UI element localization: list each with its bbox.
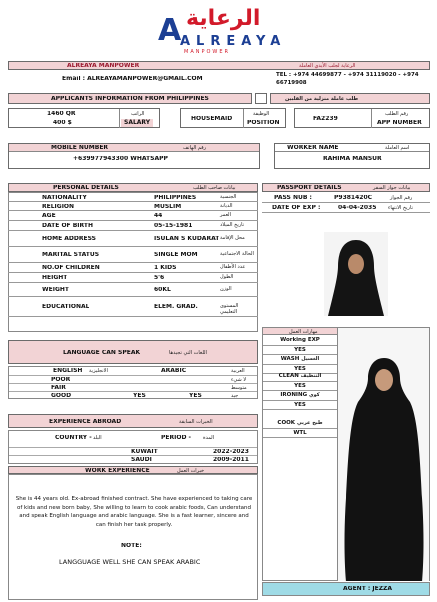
personal-row-label: AGE	[42, 213, 56, 219]
skill-label-ar: كوي	[309, 392, 320, 398]
personal-row	[8, 273, 258, 283]
skill-label-ar: التنظيف	[300, 373, 322, 379]
personal-row-label: EDUCATIONAL	[42, 304, 90, 310]
worker-full-body-photo	[338, 327, 430, 581]
personal-row-label: DATE OF BIRTH	[42, 223, 93, 229]
passport-header	[262, 183, 430, 192]
experience-country: SAUDI	[131, 457, 152, 463]
skill-label-ar: طبخ عربي	[297, 420, 323, 426]
personal-row-label-ar: الوزن	[220, 286, 232, 292]
language-level-english: YES	[133, 393, 146, 399]
personal-row	[8, 247, 258, 263]
language-level-row	[9, 375, 257, 383]
personal-row-label-ar: الحالة الاجتماعية	[220, 251, 254, 257]
salary-usd: 400 $	[53, 120, 72, 126]
experience-country: KUWAIT	[131, 449, 158, 455]
languages-title: LANGUAGE CAN SPEAK	[63, 350, 141, 356]
personal-row	[8, 263, 258, 273]
mobile-value: +639977943300 WHATSAPP	[73, 156, 168, 162]
personal-row	[8, 231, 258, 247]
personal-row-label: HEIGHT	[42, 275, 68, 281]
personal-row-value: 1 KIDS	[154, 265, 177, 271]
skill-label-text: IRONING	[280, 392, 308, 398]
agent-bar	[262, 582, 430, 596]
passport-number-row	[262, 194, 430, 203]
language-level-row	[9, 383, 257, 391]
languages-table	[8, 366, 258, 399]
app-number-label-ar: رقم الطلب	[385, 111, 409, 117]
personal-row-label-ar: المستوى التعليمي	[220, 303, 239, 315]
language-level-row	[9, 391, 257, 399]
pass-value: P9381420C	[334, 195, 373, 201]
personal-row-value: ISULAN S KUDARAT	[154, 236, 220, 242]
passport-exp-row	[262, 204, 430, 213]
applicants-header-ar	[270, 93, 430, 104]
work-experience-header	[8, 466, 258, 474]
logo-latin: ALREAYA	[180, 34, 287, 49]
experience-header	[8, 414, 258, 428]
company-logo	[158, 6, 287, 56]
agent-label: AGENT : JEZZA	[343, 586, 393, 592]
skill-label-text: CLEAN	[278, 373, 299, 379]
passport-title-ar: بيانات جواز السفر	[373, 185, 411, 191]
applicants-checkbox	[255, 93, 267, 104]
skill-label-text: Working EXP	[280, 337, 320, 343]
mobile-label: MOBILE NUMBER	[51, 145, 109, 151]
personal-title: PERSONAL DETAILS	[53, 185, 119, 191]
skill-label-text: COOK	[277, 420, 296, 426]
language-level-arabic: YES	[189, 393, 202, 399]
languages-header	[8, 340, 258, 364]
personal-row-label: HOME ADDRESS	[42, 236, 96, 242]
skill-value: WTL	[262, 430, 338, 438]
worker-box	[274, 143, 430, 169]
app-number-value: FA2239	[313, 116, 338, 122]
personal-row-label: WEIGHT	[42, 287, 69, 293]
exp-label-ar: تاريخ الانتهاء	[388, 205, 413, 211]
personal-row-label-ar: الديانة	[220, 202, 233, 209]
personal-row-label: NO.OF CHILDREN	[42, 265, 100, 271]
personal-row-label: MARITAL STATUS	[42, 252, 100, 258]
personal-row-value: 05-15-1981	[154, 223, 193, 229]
personal-row-value: ELEM. GRAD.	[154, 304, 198, 310]
personal-row-label: RELIGION	[42, 203, 75, 210]
work-experience-summary: She is 44 years old. Ex-abroad finished contract. She have experienced to taking care of kids and new born baby, She willing to learn to cook arabic foods, Can understand and speak English language and arabic language. She is a fast learner, sincere and can finish her task properly.	[15, 496, 253, 528]
personal-row	[8, 202, 258, 211]
personal-row-label: NATIONALITY	[42, 194, 87, 201]
logo-sub: MANPOWER	[184, 49, 231, 55]
personal-row	[8, 211, 258, 221]
personal-row	[8, 221, 258, 231]
personal-row-value: 5'6	[154, 275, 165, 281]
skill-value: YES	[262, 347, 338, 355]
language-level-label: POOR	[51, 377, 71, 383]
arabic-col: ARABIC	[161, 368, 187, 374]
pass-label: PASS NUB :	[274, 195, 312, 201]
arabic-col-ar: العربية	[231, 368, 245, 374]
experience-table	[8, 430, 258, 464]
language-level-label: GOOD	[51, 393, 72, 399]
work-experience-box	[8, 474, 258, 600]
skill-label-ar: الغسيل	[301, 356, 320, 362]
applicants-title-ar: طلب عاملة منزلية من الفلبين	[285, 96, 359, 102]
logo-a-mark: A	[158, 13, 182, 48]
english-col-ar: الانجليزية	[89, 368, 108, 374]
position-label-ar: الوظيفة	[253, 111, 270, 117]
exp-label: DATE OF EXP :	[272, 205, 321, 211]
salary-label: SALARY	[121, 119, 153, 127]
work-experience-title-ar: خبرات العمل	[177, 468, 205, 474]
worker-label-ar: اسم العاملة	[385, 145, 410, 151]
period-label-ar: المدة	[203, 435, 215, 441]
language-level-label-ar: جيد	[231, 393, 239, 399]
salary-box	[8, 108, 160, 128]
pass-label-ar: رقم الجواز	[390, 195, 413, 201]
tel-text: TEL : +974 44699877 - +974 31119020 - +974 66719908	[276, 72, 419, 86]
position-label: POSITION	[247, 120, 280, 126]
skills-column	[262, 327, 338, 581]
experience-row	[9, 447, 257, 455]
company-name-en: ALREAYA MANPOWER	[67, 63, 140, 69]
personal-row	[8, 283, 258, 297]
skills-title-ar: مهارات العمل	[289, 329, 318, 335]
experience-title: EXPERIENCE ABROAD	[49, 419, 122, 425]
experience-row	[9, 455, 257, 463]
salary-qr: 1460 QR	[47, 111, 76, 117]
languages-title-ar: اللغات التي تجيدها	[169, 350, 207, 356]
salary-label-ar: الراتب	[131, 111, 145, 117]
language-level-label-ar: لا شيء	[231, 377, 247, 383]
personal-row	[8, 193, 258, 202]
worker-portrait-photo	[324, 232, 388, 316]
country-label: COUNTRY -	[55, 435, 92, 441]
period-label: PERIOD -	[161, 435, 192, 441]
personal-row-value: 44	[154, 213, 163, 219]
worker-label: WORKER NAME	[287, 145, 339, 151]
worker-name: RAHIMA MANSUR	[323, 156, 382, 162]
mobile-box	[8, 143, 260, 169]
personal-row-label-ar: العمر	[220, 212, 231, 218]
skill-value: YES	[262, 402, 338, 410]
personal-row-value: SINGLE MOM	[154, 252, 198, 258]
english-col: ENGLISH	[53, 368, 83, 374]
personal-row-value: MUSLIM	[154, 203, 182, 210]
personal-row-label-ar: الجنسية	[220, 193, 237, 200]
company-bar	[8, 61, 430, 70]
mobile-label-ar: رقم الهاتف	[183, 145, 207, 151]
experience-title-ar: الخبرات السابقة	[179, 419, 213, 425]
experience-period: 2022-2023	[213, 449, 249, 455]
app-number-box	[294, 108, 430, 128]
app-number-label: APP NUMBER	[377, 120, 422, 126]
passport-title: PASSPORT DETAILS	[277, 185, 342, 191]
note-label: NOTE:	[121, 543, 142, 549]
applicants-title: APPLICANTS INFORMATION FROM PHILIPPINES	[51, 96, 209, 102]
company-name-ar: الرعاية لجلب الأيدي العاملة	[299, 63, 356, 69]
personal-row-label-ar: الطول	[220, 274, 234, 280]
personal-row-label-ar: تاريخ الميلاد	[220, 222, 245, 228]
language-level-label-ar: متوسط	[231, 385, 247, 391]
language-level-label: FAIR	[51, 385, 66, 391]
skill-label-text: WASH	[280, 356, 300, 362]
skill-value: YES	[262, 383, 338, 391]
work-experience-title: WORK EXPERIENCE	[85, 468, 150, 474]
position-box	[180, 108, 286, 128]
applicants-header	[8, 93, 252, 104]
personal-title-ar: بيانات صاحب الطلب	[193, 185, 236, 191]
personal-row	[8, 297, 258, 317]
personal-row-label-ar: محل الإقامة	[220, 235, 245, 241]
logo-arabic: الرعاية	[186, 6, 261, 31]
exp-value: 04-04-2035	[338, 205, 377, 211]
position-value: HOUSEMAID	[191, 116, 233, 122]
country-label-ar: البلد	[93, 435, 102, 441]
skill-value: YES	[262, 366, 338, 374]
personal-details-header	[8, 183, 258, 192]
email-text: Email : ALREAYAMANPOWER@GMAIL.COM	[62, 76, 203, 82]
experience-period: 2009-2011	[213, 457, 249, 463]
personal-row-value: PHILIPPINES	[154, 194, 197, 201]
personal-row-label-ar: عدد الأطفال	[220, 264, 246, 270]
personal-row-value: 60KL	[154, 287, 171, 293]
note-text: LANGGUAGE WELL SHE CAN SPEAK ARABIC	[59, 559, 201, 566]
